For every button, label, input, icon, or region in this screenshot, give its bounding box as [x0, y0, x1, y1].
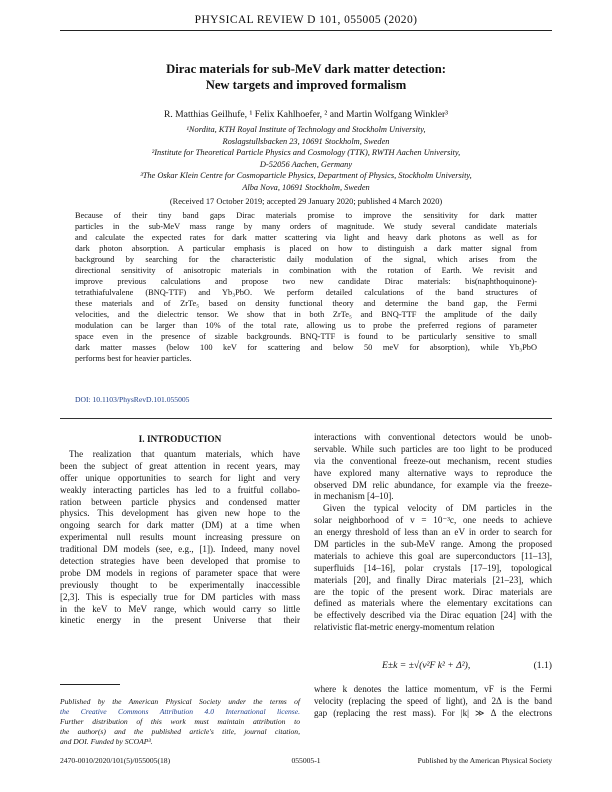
left-column-text: [60, 449, 300, 627]
license-link[interactable]: the Creative Commons Attribution 4.0 International license.: [60, 707, 300, 716]
footnote-line: and DOI. Funded by SCOAP³.: [60, 737, 153, 746]
title-line-1: Dirac materials for sub-MeV dark matter detection:: [166, 62, 446, 76]
equation-1-1: [314, 658, 552, 678]
abstract: [75, 210, 537, 364]
body-line: solar neighborhood of v = 10⁻³c, one needs to achieve: [314, 515, 552, 526]
body-line: an energy threshold of less than an eV in order to search for: [314, 527, 552, 538]
abstract-line: Because of their tiny band gaps Dirac materials promise to improve the sensitivity for dark matter: [75, 211, 537, 220]
body-line: via the conventional freeze-out mechanism, recent studies: [314, 455, 552, 466]
section-divider: [60, 418, 552, 419]
body-line: observed DM relic abundance, for example via the freeze-: [314, 479, 552, 490]
title-line-2: New targets and improved formalism: [205, 77, 407, 92]
body-line: probe DM models in regions of parameter space that were: [60, 567, 300, 578]
affiliation-line: ³The Oskar Klein Centre for Cosmoparticle Physics, Department of Physics, Stockholm University,: [140, 171, 472, 180]
footnote-line: Published by the American Physical Society under the terms of: [60, 697, 300, 706]
right-column-text-continued: [314, 684, 552, 720]
doi-link[interactable]: DOI: 10.1103/PhysRevD.101.055005: [75, 395, 190, 404]
authors-text: R. Matthias Geilhufe, ¹ Felix Kahlhoefer, ² and Martin Wolfgang Winkler³: [163, 109, 449, 120]
equation-number: (1.1): [533, 660, 552, 671]
journal-header: PHYSICAL REVIEW D 101, 055005 (2020): [194, 14, 418, 26]
body-line: Given the typical velocity of DM particles in the: [323, 503, 552, 514]
footnote-line: Further distribution of this work must maintain attribution to: [60, 717, 300, 726]
abstract-line: background by searching for the characteristic daily modulation of the signal, which arises from the: [75, 255, 537, 264]
affiliation-3: [60, 170, 552, 193]
section-heading: I. INTRODUCTION: [138, 435, 222, 445]
equation-body: E±k = ±√(v²F k² + Δ²),: [382, 660, 471, 671]
body-line: ration between particle physics and condensed matter: [60, 496, 300, 507]
publisher-note: Published by the American Physical Society: [417, 756, 552, 765]
body-line: relativistic flat-metric energy-momentum relation: [314, 622, 495, 633]
license-footnote: [60, 697, 300, 747]
footnote-line: the author(s) and the published article's title, journal citation,: [60, 727, 300, 736]
abstract-line: tetrathiafulvalene (BNQ-TTF) and Yb₃PbO. We perform detailed calculations of the band structures of: [75, 288, 537, 297]
body-line: previously thought to be experimentally inaccessible: [60, 579, 300, 590]
abstract-line: dark matter masses (below 100 keV for scattering and below 50 meV for absorption), while Yb₃PbO: [75, 343, 537, 352]
body-line: kinetic energy in the present Universe that their: [60, 615, 300, 626]
body-line: weakly interacting particles has led to a fruitful collabo-: [60, 484, 300, 495]
affiliation-line: Alba Nova, 10691 Stockholm, Sweden: [242, 182, 370, 192]
body-line: be effectively described via the Dirac equation [24] with the: [314, 610, 552, 621]
body-line: defined as materials where the elementary excitations can: [314, 598, 552, 609]
body-line: gap (replacing the rest mass). For |k| ≫ Δ the electrons: [314, 707, 552, 718]
body-line: The realization that quantum materials, which have: [69, 449, 300, 459]
author-list: [60, 109, 552, 120]
abstract-line: velocities, and the dielectric tensor. We show that in both ZrTe₅ and BNQ-TTF the amplitude of the daily: [75, 310, 537, 319]
abstract-line: performs best for heavier particles.: [75, 354, 192, 363]
body-line: [2,3]. This is especially true for DM particles with mass: [60, 591, 300, 602]
body-line: interactions with conventional detectors would be unob-: [314, 432, 552, 442]
abstract-line: dark photon absorption. A particular emphasis is placed on how to distinguish a dark matter signal from: [75, 244, 537, 253]
abstract-line: these materials and of ZrTe₅ based on density functional theory and determine the band gap, the Fermi: [75, 299, 537, 308]
body-line: offer unique opportunities to search for light and very: [60, 472, 300, 483]
body-line: ongoing search for dark matter (DM) at a time when: [60, 520, 300, 531]
body-line: materials to achieve this goal are superconductors [11–13],: [314, 550, 552, 561]
body-line: in the keV to MeV range, which would carry so little: [60, 603, 300, 614]
right-column-text: [314, 432, 552, 634]
affiliation-line: ¹Nordita, KTH Royal Institute of Technology and Stockholm University,: [186, 125, 426, 134]
body-line: servable. While such particles are too light to be produced: [314, 443, 552, 454]
body-line: experimental null results mount increasing pressure on: [60, 532, 300, 543]
header-rule: [60, 30, 552, 31]
affiliation-2: [60, 147, 552, 170]
body-line: traditional DM models (see, e.g., [1]). Indeed, many novel: [60, 544, 300, 555]
abstract-line: directional sensitivity of anisotropic materials in combination with the rotation of Earth. We revisit and: [75, 266, 537, 275]
body-line: been the subject of great attention in recent years, may: [60, 460, 300, 471]
paper-title: [60, 62, 552, 93]
abstract-line: modulation can be larger than 10% of the total rate, allowing us to probe the preferred regions of parameter: [75, 321, 537, 330]
footnote-rule: [60, 684, 120, 685]
body-line: where k denotes the lattice momentum, vF is the Fermi: [314, 684, 552, 694]
abstract-line: and calculate the expected rates for dark matter scattering via light and heavy dark photons as well as for: [75, 233, 537, 242]
body-line: are the topic of the present work. Dirac materials are: [314, 586, 552, 597]
affiliation-1: [60, 124, 552, 147]
body-line: materials [20], and finally Dirac materials [21–23], which: [314, 574, 552, 585]
body-line: detection strategies have been developed that promise to: [60, 556, 300, 567]
received-dates: (Received 17 October 2019; accepted 29 January 2020; published 4 March 2020): [169, 197, 443, 206]
body-line: superfluids [14–16], polar crystals [17–19], topological: [314, 562, 552, 573]
body-line: velocity (replacing the speed of light), and 2Δ is the band: [314, 695, 552, 706]
body-line: DM particles in the sub-MeV range. Among the proposed: [314, 539, 552, 550]
body-line: have explored many alternative ways to reproduce the: [314, 467, 552, 478]
affiliation-line: Roslagstullsbacken 23, 10691 Stockholm, Sweden: [222, 136, 390, 146]
abstract-line: particles in the sub-MeV mass range by many orders of magnitude. We study several candidate materials: [75, 222, 537, 231]
affiliation-line: D-52056 Aachen, Germany: [259, 159, 353, 169]
body-line: physics. This development has given new hope to the: [60, 508, 300, 519]
issn-code: 2470-0010/2020/101(5)/055005(18): [60, 756, 171, 765]
page-number: 055005-1: [291, 756, 321, 765]
abstract-line: improve previous calculations and propose two new candidate Dirac materials: bis(naphthoquinone)-: [75, 277, 537, 286]
affiliation-line: ²Institute for Theoretical Particle Physics and Cosmology (TTK), RWTH Aachen University,: [151, 148, 461, 157]
abstract-line: space even in the presence of sizable backgrounds. BNQ-TTF is found to be particularly sensitive to small: [75, 332, 537, 341]
body-line: in mechanism [4–10].: [314, 491, 394, 502]
